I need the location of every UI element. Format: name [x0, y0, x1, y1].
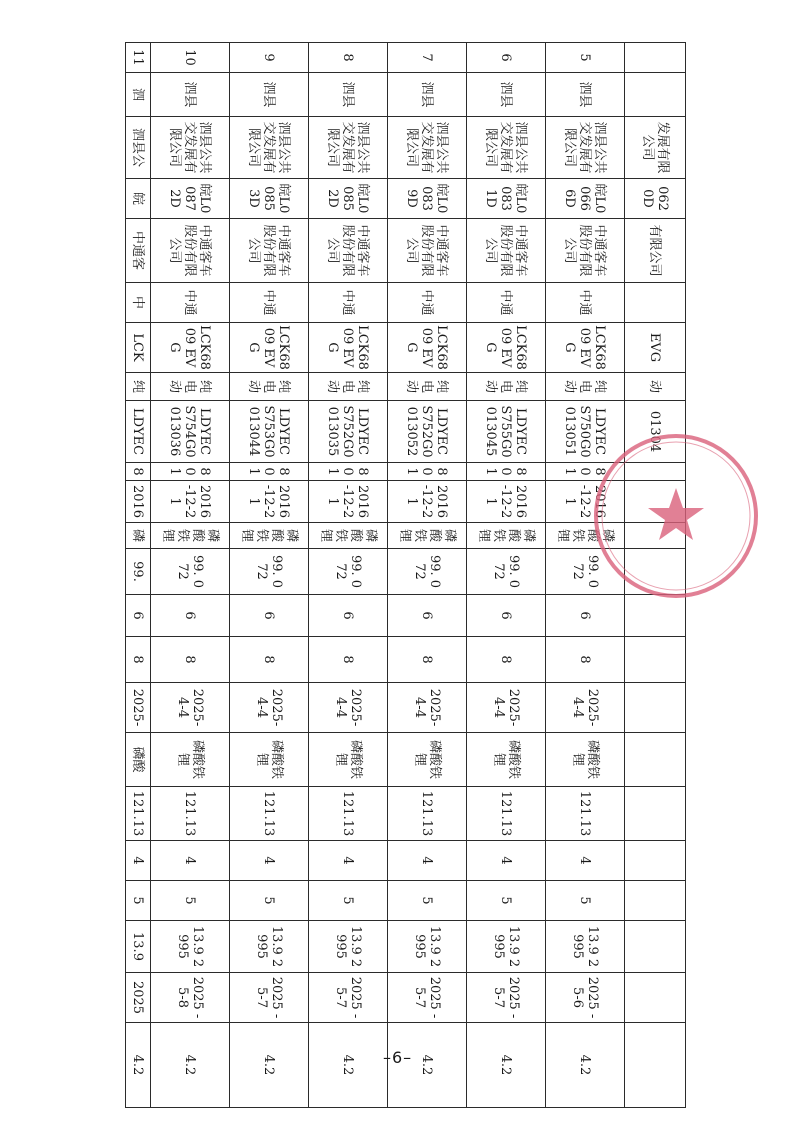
table-cell: 2025 -5-7 — [230, 973, 309, 1023]
table-cell: 有限公司 — [625, 219, 686, 283]
table-cell: 13.9 2995 — [151, 921, 230, 973]
table-cell: 8 0 1 — [546, 463, 625, 481]
table-cell: 11 — [126, 43, 151, 73]
table-cell: 2025 -5-7 — [467, 973, 546, 1023]
table-cell: 8 — [309, 43, 388, 73]
table-cell: 磷 — [126, 523, 151, 549]
table-cell: 磷酸 — [126, 733, 151, 787]
table-cell: 中通 — [151, 283, 230, 323]
table-cell: 2025- 4-4 — [151, 683, 230, 733]
table-cell — [625, 43, 686, 73]
table-cell: 99. 072 — [388, 549, 467, 595]
table-cell: 中通客车股份有限公司 — [151, 219, 230, 283]
table-cell: 2025 — [126, 973, 151, 1023]
table-cell: 磷酸铁锂 — [151, 733, 230, 787]
table-cell: 磷酸铁锂 — [309, 733, 388, 787]
table-cell: 4 — [126, 841, 151, 881]
table-cell — [625, 637, 686, 683]
table-cell: 中通 — [467, 283, 546, 323]
table-cell: 99. 072 — [546, 549, 625, 595]
table-cell: 2025 -5-7 — [388, 973, 467, 1023]
table-cell: 磷酸铁锂 — [230, 523, 309, 549]
table-cell: 泗县 — [467, 73, 546, 117]
table-cell: LCK6809 EVG — [309, 323, 388, 373]
table-cell: 121.13 — [309, 787, 388, 841]
table-cell — [625, 733, 686, 787]
table-cell: 磷酸铁锂 — [467, 733, 546, 787]
table-cell: 泗县 — [388, 73, 467, 117]
table-cell: 纯电动 — [467, 373, 546, 401]
table-cell: 2016 — [126, 481, 151, 523]
table-cell: 皖L0085 3D — [230, 179, 309, 219]
table-cell: 13.9 2995 — [467, 921, 546, 973]
table-cell: 5 — [309, 881, 388, 921]
table-cell: 5 — [151, 881, 230, 921]
table-cell: 10 — [151, 43, 230, 73]
table-cell: 8 — [151, 637, 230, 683]
table-cell — [625, 1023, 686, 1108]
page-number: –6– — [383, 1048, 413, 1067]
table-cell: 皖L0083 1D — [467, 179, 546, 219]
table-cell: 泗县 — [230, 73, 309, 117]
table-cell — [625, 73, 686, 117]
table-cell: 5 — [230, 881, 309, 921]
table-cell: 2025 -5-8 — [151, 973, 230, 1023]
table-cell: 13.9 2995 — [230, 921, 309, 973]
table-cell: 99. — [126, 549, 151, 595]
table-cell: 2025- 4-4 — [388, 683, 467, 733]
table-cell: 4 — [467, 841, 546, 881]
table-cell: 动 — [625, 373, 686, 401]
table-cell: LCK6809 EVG — [151, 323, 230, 373]
table-cell: 中通客车股份有限公司 — [467, 219, 546, 283]
table-cell: 8 — [230, 637, 309, 683]
table-cell: 中通 — [546, 283, 625, 323]
table-cell: 中通 — [230, 283, 309, 323]
table-cell: 纯 — [126, 373, 151, 401]
table-cell: 8 0 1 — [151, 463, 230, 481]
table-cell — [625, 973, 686, 1023]
table-cell: 2016 -12-2 1 — [309, 481, 388, 523]
table-cell: 磷酸铁锂 — [309, 523, 388, 549]
table-cell: 6 — [467, 595, 546, 637]
table-cell: LDYEC S755G0 013045 — [467, 401, 546, 463]
table-cell: 8 — [126, 463, 151, 481]
table-cell: LDYEC S752G0 013035 — [309, 401, 388, 463]
table-cell: 泗县公共交发展有限公司 — [309, 117, 388, 179]
table-cell: 泗县 — [151, 73, 230, 117]
table-cell: 皖L0083 9D — [388, 179, 467, 219]
table-cell — [625, 283, 686, 323]
table-cell: 4.2 — [388, 1023, 467, 1108]
table-cell: 中通客车股份有限公司 — [230, 219, 309, 283]
table-cell: 2016 -12-2 1 — [546, 481, 625, 523]
table-cell: LCK6809 EVG — [546, 323, 625, 373]
table-cell: 磷酸铁锂 — [467, 523, 546, 549]
table-cell: 4.2 — [309, 1023, 388, 1108]
table-cell: 7 — [388, 43, 467, 73]
table-cell: 5 — [546, 43, 625, 73]
table-cell: 皖L0087 2D — [151, 179, 230, 219]
table-row — [388, 43, 467, 1108]
table-cell: 121.13 — [230, 787, 309, 841]
table-cell: 4.2 — [126, 1023, 151, 1108]
table-cell: 磷酸铁锂 — [546, 733, 625, 787]
table-cell: 中通客 — [126, 219, 151, 283]
table-cell: LDYEC S753G0 013044 — [230, 401, 309, 463]
table-row — [126, 43, 151, 1108]
table-cell: 5 — [126, 881, 151, 921]
table-cell: 纯电动 — [388, 373, 467, 401]
table-cell: 皖 — [126, 179, 151, 219]
table-cell: 6 — [126, 595, 151, 637]
table-cell: 13.9 2995 — [388, 921, 467, 973]
table-row — [309, 43, 388, 1108]
table-row — [467, 43, 546, 1108]
table-cell: LDYEC S750G0 013051 — [546, 401, 625, 463]
table-cell: LCK6809 EVG — [230, 323, 309, 373]
table-cell: 磷酸铁锂 — [230, 733, 309, 787]
table-cell: 磷酸铁锂 — [151, 523, 230, 549]
table-cell: 中通客车股份有限公司 — [309, 219, 388, 283]
company-seal — [590, 430, 762, 602]
table-cell: 纯电动 — [230, 373, 309, 401]
seal-star-icon — [648, 488, 704, 540]
table-cell: 2016 -12-2 1 — [230, 481, 309, 523]
table-cell: 121.13 — [151, 787, 230, 841]
table-cell: 磷酸铁锂 — [388, 733, 467, 787]
table-cell: LCK6809 EVG — [388, 323, 467, 373]
table-cell — [625, 787, 686, 841]
table-cell: 99. 072 — [467, 549, 546, 595]
table-cell: 2025- 4-4 — [546, 683, 625, 733]
table-cell: 6 — [467, 43, 546, 73]
table-cell: 2025- 4-4 — [467, 683, 546, 733]
table-row — [230, 43, 309, 1108]
table-cell: 6 — [546, 595, 625, 637]
table-cell — [625, 683, 686, 733]
table-cell: 泗县公共交发展有限公司 — [388, 117, 467, 179]
table-cell: 2025- 4-4 — [230, 683, 309, 733]
table-cell: 8 — [546, 637, 625, 683]
table-cell: LDYEC S754G0 013036 — [151, 401, 230, 463]
table-cell: 99. 072 — [151, 549, 230, 595]
table-cell: 泗县 — [309, 73, 388, 117]
table-cell: 2025- 4-4 — [309, 683, 388, 733]
table-cell: 泗县公 — [126, 117, 151, 179]
table-cell: 4.2 — [151, 1023, 230, 1108]
table-cell: 99. 072 — [230, 549, 309, 595]
table-cell: 8 — [467, 637, 546, 683]
table-cell: 2016 -12-2 1 — [151, 481, 230, 523]
table-cell: 062 0D — [625, 179, 686, 219]
table-cell: 6 — [309, 595, 388, 637]
table-cell: 5 — [467, 881, 546, 921]
table-cell: 泗县公共交发展有限公司 — [151, 117, 230, 179]
table-cell: 4.2 — [546, 1023, 625, 1108]
table-cell: 8 0 1 — [467, 463, 546, 481]
table-cell: 纯电动 — [151, 373, 230, 401]
table-cell: 01304 — [625, 401, 686, 463]
table-cell: 4 — [151, 841, 230, 881]
table-cell: 121.13 — [388, 787, 467, 841]
table-cell: 99. 072 — [309, 549, 388, 595]
table-row — [151, 43, 230, 1108]
table-cell: 皖L0066 6D — [546, 179, 625, 219]
table-cell: 13.9 2995 — [309, 921, 388, 973]
table-cell: 2025- — [126, 683, 151, 733]
table-cell: LCK — [126, 323, 151, 373]
table-cell: 发展有限公司 — [625, 117, 686, 179]
table-cell: 泗县公共交发展有限公司 — [467, 117, 546, 179]
table-cell: 泗县公共交发展有限公司 — [230, 117, 309, 179]
table-cell: 5 — [388, 881, 467, 921]
table-cell: 5 — [546, 881, 625, 921]
table-cell: 磷酸铁锂 — [546, 523, 625, 549]
table-cell: LDYEC S752G0 013052 — [388, 401, 467, 463]
table-cell: 中通客车股份有限公司 — [546, 219, 625, 283]
table-cell: 纯电动 — [309, 373, 388, 401]
table-cell: 8 — [126, 637, 151, 683]
table-cell: 13.9 2995 — [546, 921, 625, 973]
table-cell: 泗 — [126, 73, 151, 117]
table-cell: 4 — [546, 841, 625, 881]
table-cell: 纯电动 — [546, 373, 625, 401]
table-cell: 中通 — [309, 283, 388, 323]
table-cell: LDYEC — [126, 401, 151, 463]
table-cell: 4.2 — [467, 1023, 546, 1108]
table-cell: 磷酸铁锂 — [388, 523, 467, 549]
table-cell: 8 — [388, 637, 467, 683]
table-cell: 121.13 — [546, 787, 625, 841]
table-cell: 2016 -12-2 1 — [467, 481, 546, 523]
table-cell: 8 0 1 — [309, 463, 388, 481]
table-cell: 6 — [230, 595, 309, 637]
table-cell: 6 — [388, 595, 467, 637]
table-cell: 121.13 — [467, 787, 546, 841]
table-cell: 中 — [126, 283, 151, 323]
table-cell: 6 — [151, 595, 230, 637]
table-cell: 121.13 — [126, 787, 151, 841]
table-cell: 13.9 — [126, 921, 151, 973]
table-cell: LCK6809 EVG — [467, 323, 546, 373]
table-cell: 中通客车股份有限公司 — [388, 219, 467, 283]
table-cell: 皖L0085 2D — [309, 179, 388, 219]
table-cell: 9 — [230, 43, 309, 73]
table-cell: 4 — [230, 841, 309, 881]
table-cell: 4 — [309, 841, 388, 881]
table-cell: 泗县 — [546, 73, 625, 117]
table-cell: 2025 -5-7 — [309, 973, 388, 1023]
table-cell: EVG — [625, 323, 686, 373]
table-cell: 4.2 — [230, 1023, 309, 1108]
table-cell: 8 — [309, 637, 388, 683]
table-cell: 中通 — [388, 283, 467, 323]
table-cell: 8 0 1 — [230, 463, 309, 481]
table-cell: 2016 -12-2 1 — [388, 481, 467, 523]
table-cell — [625, 921, 686, 973]
table-cell: 泗县公共交发展有限公司 — [546, 117, 625, 179]
table-cell: 4 — [388, 841, 467, 881]
table-cell: 2025 -5-6 — [546, 973, 625, 1023]
table-cell — [625, 881, 686, 921]
table-cell: 8 0 1 — [388, 463, 467, 481]
table-cell — [625, 841, 686, 881]
